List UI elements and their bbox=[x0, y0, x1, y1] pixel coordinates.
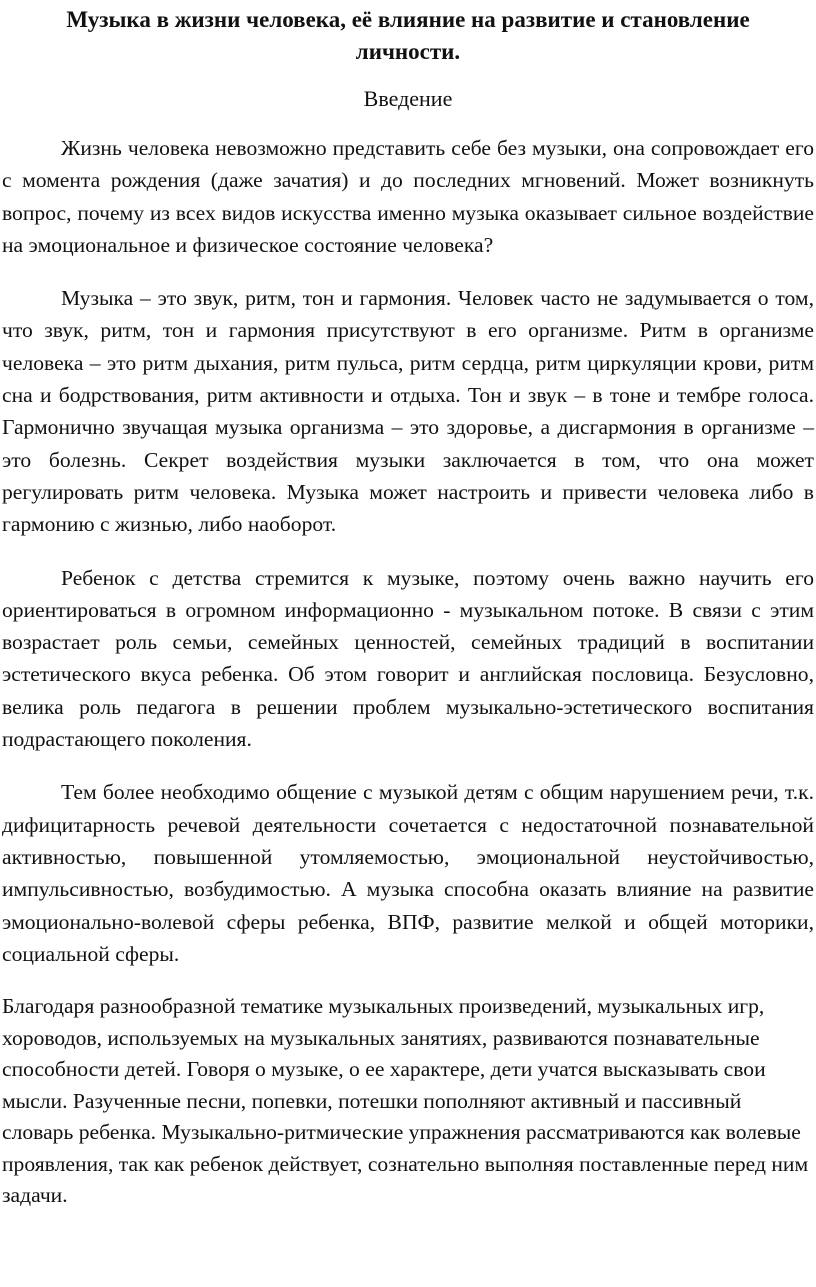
paragraph-4: Тем более необходимо общение с музыкой детям с общим нарушением речи, т.к. дифицитарность речевой деятельности сочетается с недостаточной познавательной активностью, повышенной утомляемостью, эмоциональной неустойчивостью, импульсивностью, возбудимостью. А музыка способна оказать влияние на развитие эмоционально-волевой сферы ребенка, ВПФ, развитие мелкой и общей моторики, социальной сферы. bbox=[2, 780, 814, 966]
document-title: Музыка в жизни человека, её влияние на развитие и становление личности. bbox=[66, 7, 750, 64]
paragraph-1: Жизнь человека невозможно представить себе без музыки, она сопровождает его с момента рождения (даже зачатия) и до последних мгновений. Может возникнуть вопрос, почему из всех видов искусства именно музыка оказывает сильное воздействие на эмоциональное и физическое состояние человека? bbox=[2, 136, 814, 257]
paragraph-2: Музыка – это звук, ритм, тон и гармония. Человек часто не задумывается о том, что звук, ритм, тон и гармония присутствуют в его организме. Ритм в организме человека – это ритм дыхания, ритм пульса, ритм сердца, ритм циркуляции крови, ритм сна и бодрствования, ритм активности и отдыха. Тон и звук – в тоне и тембре голоса. Гармонично звучащая музыка организма – это здоровье, а дисгармония в организме – это болезнь. Секрет воздействия музыки заключается в том, что она может регулировать ритм человека. Музыка может настроить и привести человека либо в гармонию с жизнью, либо наоборот. bbox=[2, 286, 814, 537]
paragraph-5: Благодаря разнообразной тематике музыкальных произведений, музыкальных игр, хороводов, используемых на музыкальных занятиях, развиваются познавательные способности детей. Говоря о музыке, о ее характере, дети учатся высказывать свои мысли. Разученные песни, попевки, потешки пополняют активный и пассивный словарь ребенка. Музыкально-ритмические упражнения рассматриваются как волевые проявления, так как ребенок действует, сознательно выполняя поставленные перед ним задачи. bbox=[2, 994, 809, 1208]
section-heading: Введение bbox=[363, 86, 453, 111]
paragraph-3: Ребенок с детства стремится к музыке, поэтому очень важно научить его ориентироваться в огромном информационно - музыкальном потоке. В связи с этим возрастает роль семьи, семейных ценностей, семейных традиций в воспитании эстетического вкуса ребенка. Об этом говорит и английская пословица. Безусловно, велика роль педагога в решении проблем музыкально-эстетического воспитания подрастающего поколения. bbox=[2, 565, 814, 752]
